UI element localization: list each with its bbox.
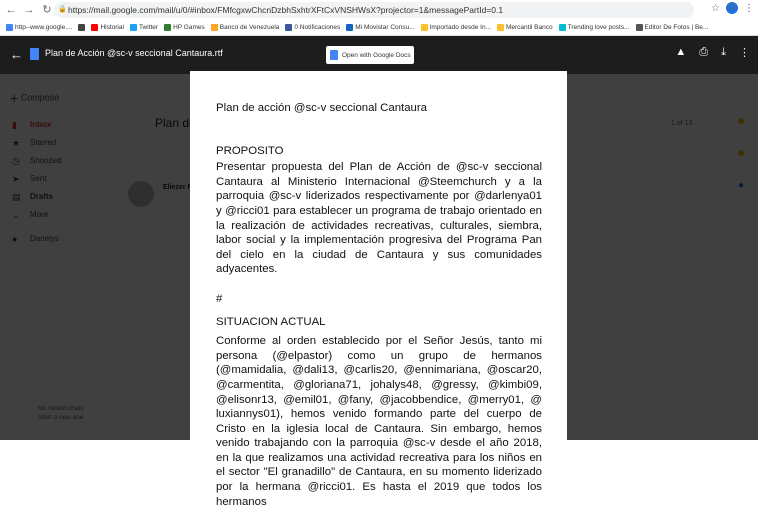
url-text: https://mail.google.com/mail/u/0/#inbox/FMfcgxwChcnDzbhSxhtrXFtCxVNSHWsX?projector=1&messagePartId=0.1 bbox=[68, 5, 504, 15]
star-bookmark-icon[interactable]: ☆ bbox=[711, 2, 720, 14]
twitter-icon bbox=[130, 24, 137, 31]
document-title: Plan de acción @sc-v seccional Cantaura bbox=[216, 102, 428, 114]
bookmark-item[interactable]: Trending love posts... bbox=[559, 24, 630, 31]
file-title: Plan de Acción @sc-v seccional Cantaura.rtf bbox=[45, 48, 223, 58]
trending-icon bbox=[559, 24, 566, 31]
bookmark-item[interactable]: 0 Notificaciones bbox=[285, 24, 340, 31]
profile-avatar[interactable]: D bbox=[726, 2, 738, 14]
bookmark-item[interactable]: Importado desde In... bbox=[421, 24, 491, 31]
bank-icon bbox=[211, 24, 218, 31]
hp-icon bbox=[164, 24, 171, 31]
reload-icon[interactable]: ↻ bbox=[42, 4, 52, 16]
download-icon[interactable]: ⤓ bbox=[721, 46, 726, 58]
bookmark-item[interactable] bbox=[78, 24, 85, 31]
menu-icon[interactable]: ⋮ bbox=[744, 2, 754, 14]
forward-icon[interactable]: → bbox=[23, 4, 35, 16]
bookmark-icon bbox=[6, 24, 13, 31]
heading-proposito: PROPOSITO bbox=[216, 144, 284, 157]
browser-toolbar bbox=[0, 0, 758, 20]
viewer-toolbar bbox=[0, 36, 758, 74]
camera-icon bbox=[636, 24, 643, 31]
paragraph-proposito: Presentar propuesta del Plan de Acción de @sc-v seccional Cantaura al Ministerio Internacional @Steemchurch y a la parroquia @sc-v liderizados respectivamente por @darlenya01 y @ricci01 para establecer un programa de trabajo orientado en la realización de actividades recreativas, culturales, siembra, labor social y la implementación progresiva del Programa Pan del cielo en la ciudad de Cantaura y sus comunidades adyacentes. bbox=[216, 161, 542, 276]
more-options-icon[interactable]: ⋮ bbox=[739, 47, 750, 59]
bookmark-item[interactable]: HP Games bbox=[164, 24, 205, 31]
back-arrow-icon[interactable]: ← bbox=[10, 47, 23, 62]
paragraph-situacion: Conforme al orden establecido por el Señor Jesús, tanto mi persona (@elpastor) como un grupo de hermanos (@mamidalia, @dali13, @carlis20, @ennimariana, @oscar20, @carmentita, @gloriana71, johalys48, @gressy, @kimbi09, @elisonr13, @emil01, @fany, @jacobbendice, @merry01, @ luxiannys01), hemos venido formando parte del cuerpo de Cristo en la iglesia local de Cantaura. Sin embargo, hemos venido trabajando con la parroquia @sc-v desde el año 2018, en la que realizamos una actividad recreativa para los niños en el sector "El granadillo" de Cantaura, en su momento liderizado por la hermana @ricci01. Es hasta el 2019 que todos los hermanos bbox=[216, 335, 542, 508]
bookmark-item[interactable]: Banco de Venezuela bbox=[211, 24, 280, 31]
movistar-icon bbox=[346, 24, 353, 31]
bookmark-item[interactable]: Mi Movistar Consu... bbox=[346, 24, 414, 31]
address-bar[interactable] bbox=[54, 2, 694, 18]
document-icon bbox=[30, 48, 39, 60]
folder-icon bbox=[421, 24, 428, 31]
open-with-google-docs-button[interactable]: Open with Google Docs bbox=[326, 46, 414, 64]
facebook-icon bbox=[285, 24, 292, 31]
document-body bbox=[216, 101, 542, 524]
back-icon[interactable]: ← bbox=[5, 4, 17, 16]
google-docs-icon bbox=[330, 50, 338, 60]
bookmark-item[interactable]: Twitter bbox=[130, 24, 158, 31]
lock-icon: 🔒 bbox=[58, 6, 67, 13]
heading-situacion: SITUACION ACTUAL bbox=[216, 315, 326, 328]
add-to-drive-icon[interactable]: ▲ bbox=[675, 46, 687, 58]
document-page bbox=[190, 71, 567, 508]
bookmarks-bar bbox=[0, 20, 758, 36]
print-icon[interactable]: ⎙ bbox=[699, 46, 709, 58]
youtube-icon bbox=[91, 24, 98, 31]
folder-icon bbox=[497, 24, 504, 31]
bookmark-icon bbox=[78, 24, 85, 31]
bookmark-item[interactable]: http--www.google.... bbox=[6, 24, 72, 31]
hash-separator: # bbox=[216, 292, 223, 305]
bookmark-item[interactable]: Mercantil Banco bbox=[497, 24, 553, 31]
bookmark-item[interactable]: Historial bbox=[91, 24, 123, 31]
bookmark-item[interactable]: Editor De Fotos | Be... bbox=[636, 24, 709, 31]
